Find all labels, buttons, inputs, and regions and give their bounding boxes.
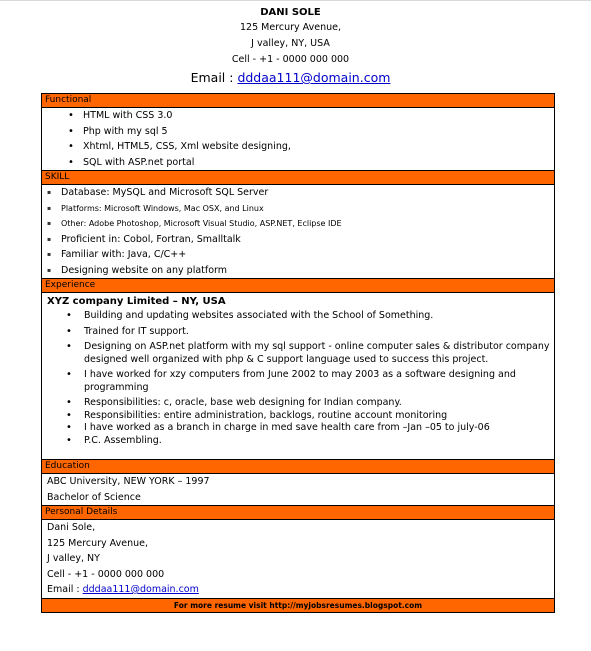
functional-item: • HTML with CSS 3.0 bbox=[42, 108, 554, 124]
section-header-experience: Experience bbox=[42, 278, 554, 293]
education-university: ABC University, NEW YORK – 1997 bbox=[47, 476, 210, 487]
experience-item: • Trained for IT support. bbox=[42, 326, 554, 339]
company-name: XYZ company Limited – NY, USA bbox=[47, 296, 226, 307]
section-header-personal: Personal Details bbox=[42, 505, 554, 520]
personal-city: J valley, NY bbox=[47, 553, 100, 564]
skill-item: ▪ Familiar with: Java, C/C++ bbox=[42, 247, 554, 263]
education-section bbox=[42, 474, 554, 505]
resume-header bbox=[0, 6, 591, 87]
functional-list bbox=[42, 108, 554, 170]
experience-item: • I have worked as a branch in charge in med save health care from –Jan –05 to july-06 bbox=[42, 422, 554, 435]
personal-phone: Cell - +1 - 0000 000 000 bbox=[47, 568, 165, 580]
personal-email-label: Email : bbox=[47, 584, 83, 595]
skill-item: ▪ Designing website on any platform bbox=[42, 263, 554, 279]
experience-item: • I have worked for xzy computers from June 2002 to may 2003 as a software designing and programming bbox=[42, 369, 554, 394]
resume-table bbox=[41, 93, 555, 613]
candidate-name: DANI SOLE bbox=[260, 7, 321, 18]
personal-section bbox=[42, 520, 554, 598]
skill-section bbox=[42, 185, 554, 278]
experience-item: • P.C. Assembling. bbox=[42, 435, 554, 448]
header-email-label: Email : bbox=[190, 70, 238, 85]
experience-item: • Designing on ASP.net platform with my sql support - online computer sales & distributor company designed well organized with php & C support language used to success this project. bbox=[42, 341, 554, 366]
header-phone: Cell - +1 - 0000 000 000 bbox=[231, 54, 350, 65]
experience-list bbox=[42, 310, 554, 447]
section-header-education: Education bbox=[42, 459, 554, 474]
section-header-functional: Functional bbox=[42, 94, 554, 108]
header-email-row bbox=[0, 69, 591, 87]
functional-item: • SQL with ASP.net portal bbox=[42, 155, 554, 171]
experience-item: • Responsibilities: entire administration, backlogs, routine account monitoring bbox=[42, 410, 554, 423]
personal-email-row bbox=[42, 582, 554, 598]
skill-item: ▪ Other: Adobe Photoshop, Microsoft Visual Studio, ASP.NET, Eclipse IDE bbox=[42, 216, 554, 232]
skill-item: ▪ Platforms: Microsoft Windows, Mac OSX, and Linux bbox=[42, 201, 554, 217]
skill-item: ▪ Database: MySQL and Microsoft SQL Server bbox=[42, 185, 554, 201]
header-city: J valley, NY, USA bbox=[251, 38, 330, 49]
education-degree: Bachelor of Science bbox=[47, 491, 141, 503]
functional-item: • Xhtml, HTML5, CSS, Xml website designing, bbox=[42, 139, 554, 155]
experience-item: • Responsibilities: c, oracle, base web designing for Indian company. bbox=[42, 397, 554, 410]
header-address: 125 Mercury Avenue, bbox=[240, 22, 341, 33]
skill-item: ▪ Proficient in: Cobol, Fortran, Smalltalk bbox=[42, 232, 554, 248]
skill-list bbox=[42, 185, 554, 278]
personal-email-link[interactable]: dddaa111@domain.com bbox=[82, 584, 199, 595]
section-header-skill: SKILL bbox=[42, 170, 554, 185]
functional-item: • Php with my sql 5 bbox=[42, 124, 554, 140]
experience-item: • Building and updating websites associated with the School of Something. bbox=[42, 310, 554, 323]
header-email-link[interactable]: dddaa111@domain.com bbox=[237, 70, 391, 85]
personal-address: 125 Mercury Avenue, bbox=[47, 537, 148, 549]
functional-section bbox=[42, 108, 554, 170]
top-divider bbox=[0, 0, 591, 1]
personal-name: Dani Sole, bbox=[47, 522, 96, 533]
footer-banner: For more resume visit http://myjobsresumes.blogspot.com bbox=[42, 598, 554, 612]
experience-section bbox=[42, 293, 554, 459]
